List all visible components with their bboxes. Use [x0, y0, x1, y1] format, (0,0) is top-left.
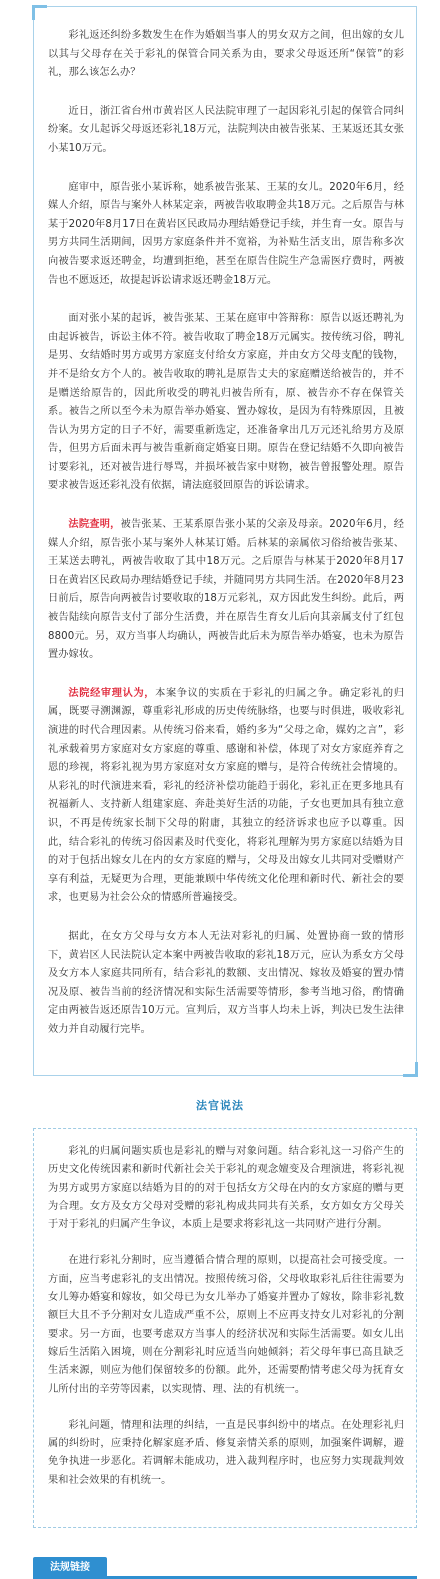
corner-decoration-bottom-right	[403, 1062, 418, 1077]
plaintiff-claim-paragraph: 庭审中，原告张小某诉称，她系被告张某、王某的女儿。2020年6月，经媒人介绍，原告与案外人林某定亲，两被告收取聘金共18万元。之后原告与林某于2020年8月17日在黄岩区民政局办理结婚登记手续，并生育一女。原告与男方共同生活期间，因男方家庭条件并不宽裕，为补贴生活支出，原告称多次向被告要求返还聘金，均遭到拒绝，甚至在原告住院生产急需医疗费时，两被告也不愿返还，故提起诉讼请求返还聘金18万元。	[48, 181, 404, 286]
corner-decoration-top-left	[32, 5, 47, 20]
judge-commentary-body	[48, 1143, 404, 1508]
judge-paragraph-3: 彩礼问题，情理和法理的纠结，一直是民事纠纷中的堵点。在处理彩礼归属的纠纷时，应秉持化解家庭矛盾、修复亲情关系的原则，加强案件调解，避免争执进一步恶化。若调解未能成功，进入裁判程序时，也应努力实现裁判效果和社会效果的有机统一。	[48, 1419, 404, 1486]
intro-paragraph: 彩礼返还纠纷多数发生在作为婚姻当事人的男女双方之间，但出嫁的女儿以其与父母存在关于彩礼的保管合同关系为由，要求父母返还所“保管”的彩礼，那么该怎么办？	[48, 30, 404, 79]
judge-paragraph-2: 在进行彩礼分割时，应当遵循合情合理的原则，以提高社会可接受度。一方面，应当考虑彩礼的支出情况。按照传统习俗，父母收取彩礼后往往需要为女儿筹办婚宴和嫁妆，如父母已为女儿举办了婚宴并置办了嫁妆，除非彩礼数额巨大且不予分割对女儿造成严重不公，原则上不应再支持女儿对彩礼的分割要求。另一方面，也要考虑双方当事人的经济状况和实际生活需要。如女儿出嫁后生活陷入困境，则在分割彩礼时应适当向她倾斜；若父母年事已高且缺乏生活来源，则应为他们保留较多的份额。此外，还需要酌情考虑父母为抚育女儿所付出的辛劳等因素，以实现情、理、法的有机统一。	[48, 1255, 404, 1395]
case-article-box	[33, 6, 417, 1076]
court-findings-paragraph	[48, 516, 404, 665]
court-findings-text: 被告张某、王某系原告张小某的父亲及母亲。2020年6月，经媒人介绍，原告张小某与案外人林某订婚。后林某的亲属依习俗给被告张某、王某送去聘礼，两被告收取了其中18万元。之后原告与林某于2020年8月17日在黄岩区民政局办理结婚登记手续，并随同男方共同生活。在2020年8月23日前后，原告向两被告讨要收取的18万元彩礼，双方因此发生纠纷。此后，两被告陆续向原告支付了部分生活费，并在原告生育女儿后向其亲属支付了红包8800元。另，双方当事人均确认，两被告此后未为原告举办婚宴，也未为原告置办嫁妆。	[48, 519, 405, 661]
case-article-body	[48, 27, 404, 1060]
judge-paragraph-1: 彩礼的归属问题实质也是彩礼的赠与对象问题。结合彩礼这一习俗产生的历史文化传统因素和新时代新社会关于彩礼的观念嬗变及合理演进，将彩礼视为男方或男方家庭以结婚为目的的对于包括女方父母在内的女方家庭的赠与更为合理。女方及女方父母对受赠的彩礼构成共同共有关系，女方如女方父母关于对于彩礼的归属产生争议，本质上是要求将彩礼这一共同财产进行分割。	[48, 1146, 404, 1231]
judge-commentary-title: 法官说法	[196, 1099, 244, 1112]
judgment-paragraph: 据此，在女方父母与女方本人无法对彩礼的归属、处置协商一致的情形下，黄岩区人民法院认定本案中两被告收取的彩礼18万元，应认为系女方父母及女方本人家庭共同所有，结合彩礼的数额、支出情况、嫁妆及婚宴的置办情况及原、被告当前的经济情况和实际生活需要等情形，参考当地习俗，酌情确定由两被告返还原告10万元。宣判后，双方当事人均未上诉，判决已发生法律效力并自动履行完毕。	[48, 930, 404, 1035]
court-opinion-text: 本案争议的实质在于彩礼的归属之争。确定彩礼的归属，既要寻溯渊源，尊重彩礼形成的历史传统脉络，也要与时俱进，吸收彩礼演进的时代合理因素。从传统习俗来看，婚约多为“父母之命，媒妁之言”，彩礼承载着男方家庭对女方家庭的尊重、感谢和补偿，体现了对女方家庭养育之恩的珍视，将彩礼视为男方家庭对女方家庭的赠与，是符合传统社会情境的。从彩礼的时代演进来看，彩礼的经济补偿功能趋于弱化，彩礼正在更多地具有祝福新人、支持新人组建家庭、奔赴美好生活的功能，子女也更加具有独立意识，不再是传统家长制下父母的附庸，其独立的经济诉求也应予以尊重。因此，结合彩礼的传统习俗因素及时代变化，将彩礼理解为男方家庭以结婚为目的对于包括出嫁女儿在内的女方家庭的赠与，父母及出嫁女儿共同对受赠财产享有利益，无疑更为合理，更能兼顾中华传统文化伦理和新时代、新社会的要求，也更易为社会公众的情感所普遍接受。	[48, 687, 404, 904]
regulation-link-tag[interactable]: 法规链接	[33, 1557, 107, 1579]
case-summary-paragraph: 近日，浙江省台州市黄岩区人民法院审理了一起因彩礼引起的保管合同纠纷案。女儿起诉父母返还彩礼18万元，法院判决由被告张某、王某返还其女张小某10万元。	[48, 105, 404, 154]
judge-commentary-box	[33, 1128, 417, 1528]
court-opinion-paragraph	[48, 685, 404, 908]
court-findings-label: 法院查明，	[68, 519, 121, 531]
defendant-reply-paragraph: 面对张小某的起诉，被告张某、王某在庭审中答辩称：原告以返还聘礼为由起诉被告，诉讼主体不符。被告收取了聘金18万元属实。按传统习俗，聘礼是男、女结婚时男方或男方家庭支付给女方家庭，并由女方父母支配的钱物，并不是给女方个人的。被告收取的聘礼是原告丈夫的家庭赠送给被告的，并不是赠送给原告的，因此所收受的聘礼归被告所有，原、被告亦不存在保管关系。被告之所以至今未为原告举办婚宴、置办嫁妆，是因为有特殊原因，且被告认为男方定的日子不好，需要重新选定，还准备拿出几万元还礼给男方及原告，但男方后面未再与被告重新商定婚宴日期。原告在登记结婚不久即向被告讨要彩礼，还对被告进行辱骂，并损坏被告家中财物，被告曾报警处理。原告要求被告返还彩礼没有依据，请法庭驳回原告的诉讼请求。	[48, 313, 404, 492]
court-opinion-label: 法院经审理认为，	[68, 687, 156, 699]
